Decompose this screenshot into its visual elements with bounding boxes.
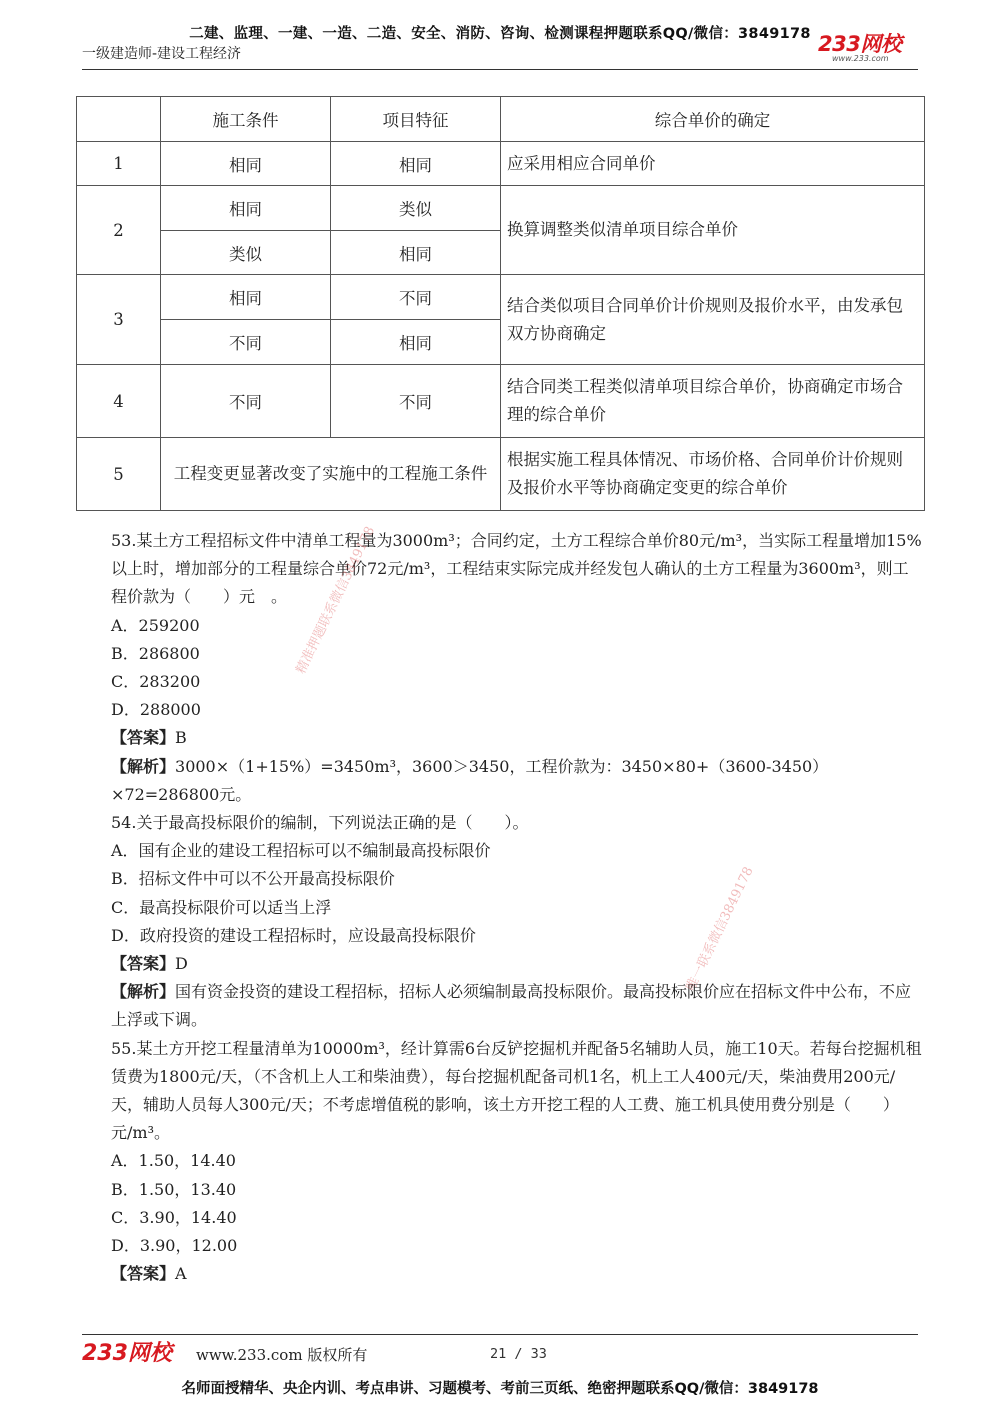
answer-line — [76, 1260, 924, 1288]
result-cell: 换算调整类似清单项目综合单价 — [501, 186, 925, 275]
option-c: C．最高投标限价可以适当上浮 — [111, 897, 332, 917]
answer-label: 【答案】 — [111, 728, 176, 748]
condition-cell: 相同 — [161, 142, 331, 186]
watermark-text: 精准押题联系微信3849178 — [293, 524, 379, 677]
question-stem: 54.关于最高投标限价的编制，下列说法正确的是（ ）。 — [111, 813, 529, 833]
analysis-label: 【解析】 — [111, 756, 176, 776]
option-b: B．1.50，13.40 — [111, 1179, 237, 1199]
condition-cell: 不同 — [161, 365, 331, 438]
copyright-text: www.233.com 版权所有 — [196, 1346, 368, 1364]
question-stem: 55.某土方开挖工程量清单为10000m³，经计算需6台反铲挖掘机并配备5名辅助人员，施工10天。若每台挖掘机租赁费为1800元/天，（不含机上人工和柴油费），每台挖掘机配备司机1名，机上工人400元/天，柴油费用200元/天，辅助人员每人300元/天；不考虑增值税的影响，该土方开挖工程的人工费、施工机具使用费分别是（ ）元/m³。 — [111, 1038, 922, 1143]
unit-price-table — [76, 96, 925, 511]
feature-cell: 相同 — [331, 320, 501, 365]
answer-label: 【答案】 — [111, 1264, 176, 1284]
option-a: A．国有企业的建设工程招标可以不编制最高投标限价 — [111, 841, 491, 861]
option-d: D．3.90，12.00 — [111, 1236, 238, 1256]
answer-line — [76, 950, 924, 978]
analysis-text: 国有资金投资的建设工程招标，招标人必须编制最高投标限价。最高投标限价应在招标文件中公布，不应上浮或下调。 — [111, 982, 912, 1030]
analysis-line — [76, 978, 924, 1034]
header-divider — [82, 69, 918, 70]
answer-value: A — [175, 1264, 187, 1284]
row-number: 1 — [77, 142, 161, 186]
option-b: B．286800 — [111, 643, 200, 663]
table-row — [77, 275, 925, 320]
option-a: A．1.50，14.40 — [111, 1151, 236, 1171]
feature-cell: 类似 — [331, 186, 501, 231]
table-header-cell: 施工条件 — [161, 97, 331, 142]
condition-cell: 相同 — [161, 275, 331, 320]
condition-cell: 不同 — [161, 320, 331, 365]
row-number: 4 — [77, 365, 161, 438]
top-banner: 二建、监理、一建、一造、二造、安全、消防、咨询、检测课程押题联系QQ/微信：3849178 — [189, 26, 811, 42]
option-c: C．3.90，14.40 — [111, 1207, 237, 1227]
table-header-cell: 综合单价的确定 — [501, 97, 925, 142]
footer-divider — [82, 1334, 918, 1335]
document-subtitle: 一级建造师-建设工程经济 — [82, 46, 242, 62]
answer-label: 【答案】 — [111, 954, 176, 974]
answer-value: D — [175, 954, 188, 974]
table-row — [77, 438, 925, 511]
analysis-label: 【解析】 — [111, 982, 176, 1002]
condition-cell: 相同 — [161, 186, 331, 231]
merged-condition-cell: 工程变更显著改变了实施中的工程施工条件 — [161, 438, 501, 511]
result-cell: 应采用相应合同单价 — [501, 142, 925, 186]
option-c: C．283200 — [111, 672, 201, 692]
analysis-line — [76, 753, 924, 809]
result-cell: 结合同类工程类似清单项目综合单价，协商确定市场合理的综合单价 — [501, 365, 925, 438]
feature-cell: 不同 — [331, 275, 501, 320]
brand-logo: 233网校 — [818, 32, 902, 56]
watermark-text: 唯一联系微信3849178 — [683, 864, 757, 994]
bottom-banner: 名师面授精华、央企内训、考点串讲、习题模考、考前三页纸、绝密押题联系QQ/微信：3849178 — [181, 1381, 819, 1397]
table-row — [77, 186, 925, 231]
answer-line — [76, 724, 924, 752]
condition-cell: 类似 — [161, 231, 331, 275]
table-header-row — [77, 97, 925, 142]
option-d: D．政府投资的建设工程招标时，应设最高投标限价 — [111, 925, 476, 945]
question-stem: 53.某土方工程招标文件中清单工程量为3000m³；合同约定，土方工程综合单价80元/m³，当实际工程量增加15%以上时，增加部分的工程量综合单价72元/m³，工程结束实际完成并经发包人确认的土方工程量为3600m³，则工程价款为（ ）元 。 — [111, 531, 922, 607]
result-cell: 根据实施工程具体情况、市场价格、合同单价计价规则及报价水平等协商确定变更的综合单价 — [501, 438, 925, 511]
questions-section — [76, 527, 924, 1288]
page-number: 21 / 33 — [490, 1346, 547, 1362]
feature-cell: 相同 — [331, 231, 501, 275]
answer-value: B — [175, 728, 187, 748]
feature-cell: 相同 — [331, 142, 501, 186]
option-a: A．259200 — [111, 615, 200, 635]
row-number: 2 — [77, 186, 161, 275]
footer-logo: 233网校 — [82, 1341, 172, 1366]
table-header-cell: 项目特征 — [331, 97, 501, 142]
feature-cell: 不同 — [331, 365, 501, 438]
table-row — [77, 365, 925, 438]
row-number: 3 — [77, 275, 161, 365]
option-b: B．招标文件中可以不公开最高投标限价 — [111, 869, 395, 889]
brand-logo-url: www.233.com — [832, 54, 889, 63]
row-number: 5 — [77, 438, 161, 511]
option-d: D．288000 — [111, 700, 201, 720]
table-row — [77, 142, 925, 186]
analysis-text: 3000×（1+15%）=3450m³，3600＞3450，工程价款为：3450×80+（3600-3450）×72=286800元。 — [111, 756, 829, 804]
result-cell: 结合类似项目合同单价计价规则及报价水平，由发承包双方协商确定 — [501, 275, 925, 365]
table-header-cell — [77, 97, 161, 142]
